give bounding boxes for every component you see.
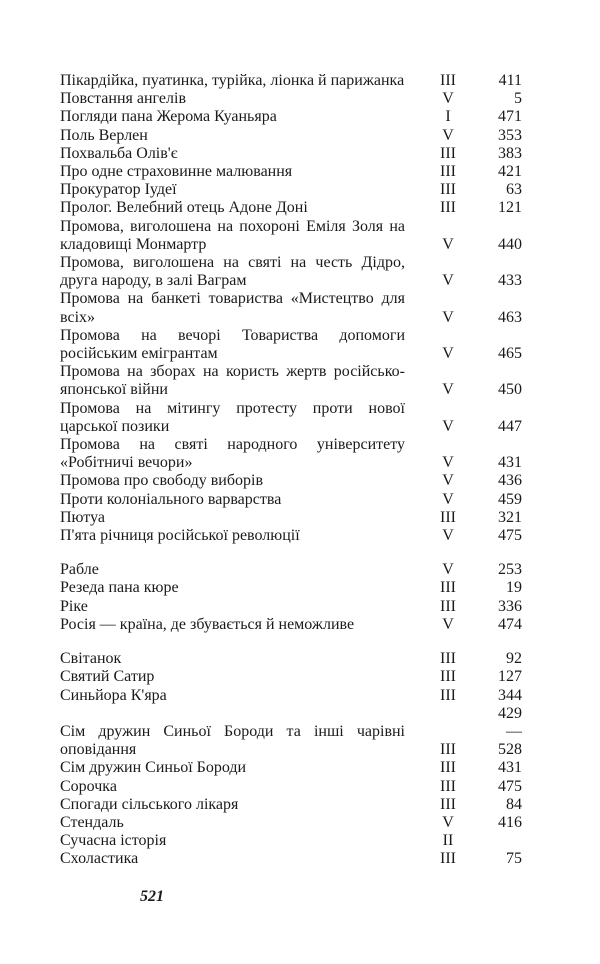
entry-page: 475 [498, 777, 522, 795]
entry-volume: V [442, 381, 454, 399]
entry-volume: III [440, 72, 456, 89]
entry-title: Проти колоніального варварства [60, 490, 282, 508]
index-entry [60, 163, 522, 181]
entry-title: Пролог. Велебний отець Адоне Доні [60, 199, 308, 217]
index-entry [60, 778, 522, 796]
entry-page: 436 [498, 472, 522, 490]
index-entry [60, 290, 522, 326]
entry-title: Стендаль [60, 813, 124, 831]
index-entry [60, 145, 522, 163]
entry-volume: III [440, 508, 456, 526]
entry-volume: V [442, 272, 454, 290]
index-entry [60, 90, 522, 108]
entry-title: Пікардійка, пуатинка, турійка, ліонка й парижанка [60, 72, 405, 89]
page-number: 521 [140, 888, 164, 905]
title-index [60, 72, 522, 869]
section-gap [60, 545, 522, 561]
index-entry [60, 832, 522, 850]
entry-title: Похвальба Олів'є [60, 144, 178, 162]
entry-volume: III [440, 163, 456, 181]
entry-volume: III [440, 668, 456, 686]
index-entry [60, 705, 522, 760]
entry-page: 411 [498, 72, 522, 89]
entry-title: Резеда пана кюре [60, 579, 179, 597]
entry-title: Схоластика [60, 850, 139, 868]
entry-volume: III [440, 741, 456, 759]
entry-title: Погляди пана Жерома Куаньяра [60, 108, 277, 126]
entry-volume: V [442, 527, 454, 545]
entry-title: Сорочка [60, 777, 117, 795]
entry-volume: V [442, 417, 454, 435]
entry-volume: II [442, 832, 454, 850]
entry-title: Прокуратор Іудеї [60, 181, 177, 199]
entry-volume: III [440, 650, 456, 668]
entry-title: Промова на мітингу протесту проти нової царської позики [60, 399, 405, 435]
index-entry [60, 561, 522, 579]
entry-volume: III [440, 199, 456, 217]
entry-page: 447 [498, 417, 522, 435]
entry-title: Сучасна історія [60, 832, 167, 850]
index-entry [60, 363, 522, 399]
index-entry [60, 108, 522, 126]
section-gap [60, 634, 522, 650]
entry-volume: III [440, 144, 456, 162]
entry-volume: III [440, 759, 456, 777]
entry-page: 459 [498, 490, 522, 508]
entry-volume: V [442, 90, 454, 108]
entry-volume: I [445, 108, 451, 126]
entry-page: 121 [498, 199, 522, 217]
entry-volume: V [442, 345, 454, 363]
entry-title: Сім дружин Синьої Бороди та інші чарівні оповідання [60, 722, 405, 759]
entry-page: 433 [498, 272, 522, 290]
index-entry [60, 814, 522, 832]
entry-page: 353 [498, 126, 522, 144]
entry-page: 19 [506, 579, 522, 597]
entry-title: Про одне страховинне малювання [60, 163, 293, 181]
entry-title: Сім дружин Синьої Бороди [60, 759, 247, 777]
entry-page: 463 [498, 308, 522, 326]
entry-page: 92 [506, 650, 522, 668]
entry-page: 344 [498, 686, 522, 704]
entry-page: 471 [498, 108, 522, 126]
entry-volume: V [442, 126, 454, 144]
entry-page: 75 [506, 850, 522, 868]
index-entry [60, 796, 522, 814]
entry-page: 474 [498, 615, 522, 633]
index-entry [60, 327, 522, 363]
entry-volume: III [440, 777, 456, 795]
entry-volume: V [442, 308, 454, 326]
entry-volume: V [442, 472, 454, 490]
index-entry [60, 254, 522, 290]
entry-title: Повстання ангелів [60, 90, 186, 108]
entry-title: Промова на зборах на користь жертв російсько-японської війни [60, 363, 405, 399]
entry-page: 440 [498, 235, 522, 253]
index-entry [60, 598, 522, 616]
entry-title: Росія — країна, де збувається й неможливе [60, 615, 355, 633]
entry-page: 475 [498, 527, 522, 545]
entry-title: Промова, виголошена на похороні Еміля Золя на кладовищі Монмартр [60, 217, 405, 253]
index-entry [60, 668, 522, 686]
entry-page: 336 [498, 597, 522, 615]
entry-title: Поль Верлен [60, 126, 148, 144]
index-entry [60, 650, 522, 668]
entry-volume: III [440, 850, 456, 868]
entry-title: Рабле [60, 561, 99, 579]
entry-page: 465 [498, 345, 522, 363]
index-entry [60, 850, 522, 868]
index-entry [60, 616, 522, 634]
index-entry [60, 491, 522, 509]
entry-title: Промова на вечорі Товариства допомоги російським емігрантам [60, 326, 405, 363]
index-entry [60, 400, 522, 436]
entry-volume: V [442, 454, 454, 472]
entry-volume: V [442, 813, 454, 831]
entry-page: 383 [498, 144, 522, 162]
index-entry [60, 472, 522, 490]
index-entry [60, 181, 522, 199]
index-entry [60, 687, 522, 705]
entry-volume: III [440, 795, 456, 813]
index-entry [60, 199, 522, 217]
entry-page: 421 [498, 163, 522, 181]
entry-page: 416 [498, 813, 522, 831]
entry-page: 127 [498, 668, 522, 686]
entry-title: Промова на святі народного університету «Робітничі вечори» [60, 436, 405, 472]
entry-volume: V [442, 235, 454, 253]
entry-page: 450 [498, 381, 522, 399]
entry-title: Святий Сатир [60, 668, 155, 686]
entry-page: 429—528 [498, 704, 522, 759]
entry-title: П'ята річниця російської революції [60, 527, 300, 545]
entry-volume: III [440, 597, 456, 615]
entry-title: Промова про свободу виборів [60, 472, 264, 490]
index-entry [60, 579, 522, 597]
entry-title: Світанок [60, 650, 122, 668]
entry-page: 63 [506, 181, 522, 199]
entry-page: 321 [498, 508, 522, 526]
entry-page: 253 [498, 561, 522, 579]
index-entry [60, 218, 522, 254]
entry-volume: V [442, 615, 454, 633]
index-entry [60, 72, 522, 90]
index-entry [60, 509, 522, 527]
entry-title: Синьйора К'яра [60, 686, 167, 704]
entry-title: Промова, виголошена на святі на честь Дідро, друга народу, в залі Ваграм [60, 254, 405, 290]
entry-volume: III [440, 181, 456, 199]
entry-page: 84 [506, 795, 522, 813]
entry-page: 431 [498, 759, 522, 777]
index-entry [60, 127, 522, 145]
index-entry [60, 759, 522, 777]
entry-volume: V [442, 490, 454, 508]
index-entry [60, 527, 522, 545]
entry-page: 5 [514, 90, 522, 108]
entry-title: Ріке [60, 597, 88, 615]
entry-title: Промова на банкеті товариства «Мистецтво для всіх» [60, 290, 405, 326]
entry-page: 431 [498, 454, 522, 472]
entry-volume: V [442, 561, 454, 579]
index-entry [60, 436, 522, 472]
entry-volume: III [440, 686, 456, 704]
entry-title: Пютуа [60, 508, 105, 526]
entry-volume: III [440, 579, 456, 597]
entry-title: Спогади сільського лікаря [60, 795, 239, 813]
